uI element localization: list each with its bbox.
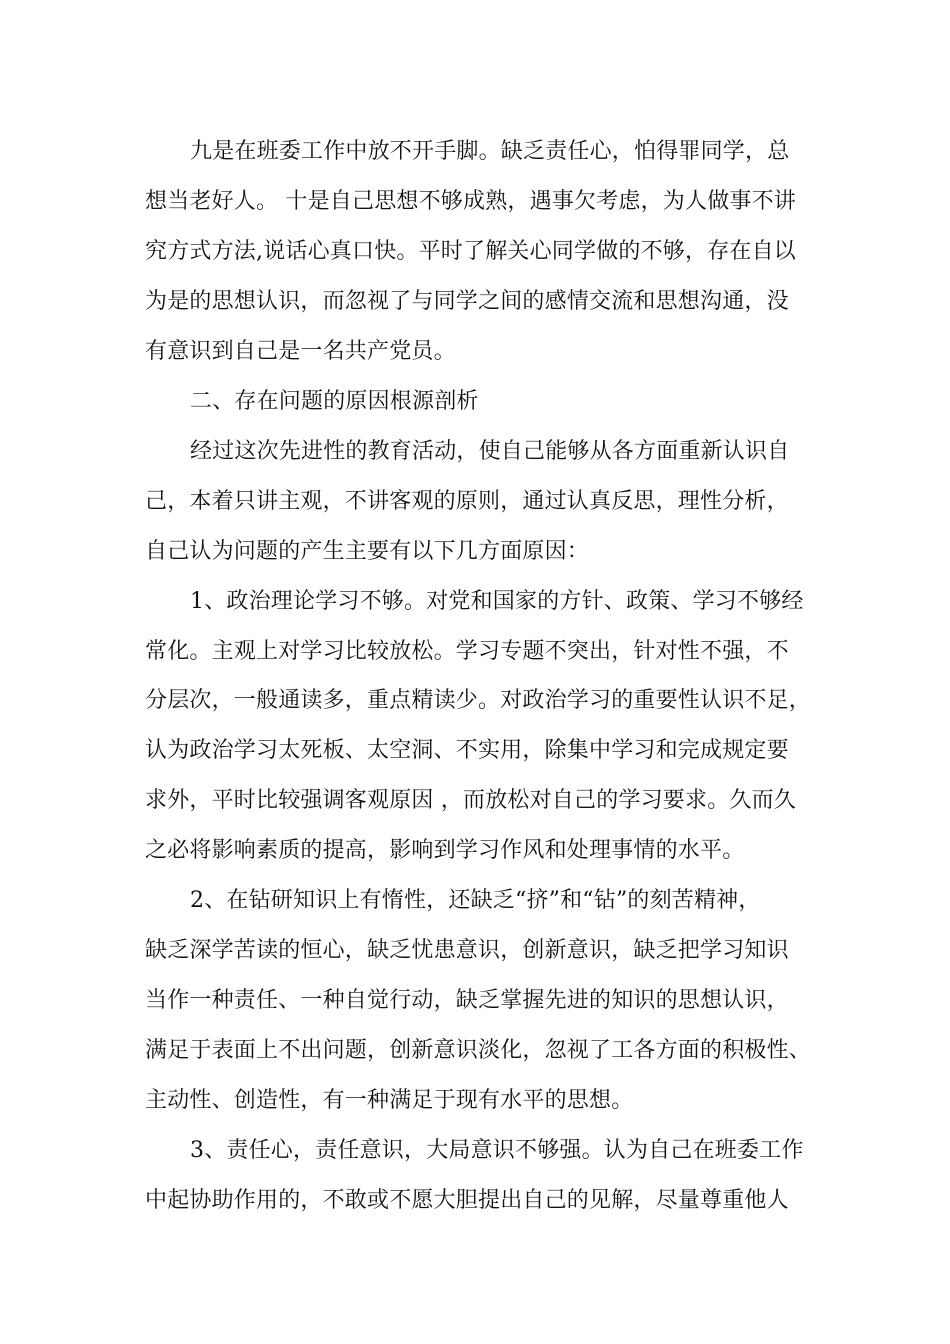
text-line: 认为政治学习太死板、太空洞、不实用，除集中学习和完成规定要 <box>145 738 789 763</box>
text-line: 当作一种责任、一种自觉行动，缺乏掌握先进的知识的思想认识， <box>145 988 789 1013</box>
text-line: 己，本着只讲主观，不讲客观的原则，通过认真反思，理性分析， <box>145 489 789 514</box>
text-line: 1、政治理论学习不够。对党和国家的方针、政策、学习不够经 <box>190 589 804 614</box>
section-heading: 二、存在问题的原因根源剖析 <box>190 389 479 414</box>
text-line: 3、责任心，责任意识，大局意识不够强。认为自己在班委工作 <box>190 1138 804 1163</box>
text-line: 自己认为问题的产生主要有以下几方面原因： <box>145 539 590 564</box>
text-line: 经过这次先进性的教育活动，使自己能够从各方面重新认识自 <box>190 439 790 464</box>
text-line: 究方式方法,说话心真口快。平时了解关心同学做的不够，存在自以 <box>145 239 796 264</box>
text-line: 缺乏深学苦读的恒心，缺乏忧患意识，创新意识，缺乏把学习知识 <box>145 938 789 963</box>
text-line: 想当老好人。 十是自己思想不够成熟，遇事欠考虑，为人做事不讲 <box>145 189 796 214</box>
text-line: 满足于表面上不出问题，创新意识淡化，忽视了工各方面的积极性、 <box>145 1038 812 1063</box>
text-line: 主动性、创造性，有一种满足于现有水平的思想。 <box>145 1088 634 1113</box>
text-line: 中起协助作用的，不敢或不愿大胆提出自己的见解，尽量尊重他人 <box>145 1188 789 1213</box>
text-line: 常化。主观上对学习比较放松。学习专题不突出，针对性不强，不 <box>145 639 789 664</box>
text-line: 九是在班委工作中放不开手脚。缺乏责任心，怕得罪同学，总 <box>190 139 790 164</box>
text-line: 为是的思想认识，而忽视了与同学之间的感情交流和思想沟通，没 <box>145 289 789 314</box>
text-line: 2、在钻研知识上有惰性，还缺乏“挤”和“钻”的刻苦精神， <box>190 888 761 913</box>
text-line: 分层次，一般通读多，重点精读少。对政治学习的重要性认识不足， <box>145 688 812 713</box>
text-line: 有意识到自己是一名共产党员。 <box>145 339 456 364</box>
text-line: 之必将影响素质的提高，影响到学习作风和处理事情的水平。 <box>145 838 745 863</box>
text-line: 求外，平时比较强调客观原因 ，而放松对自己的学习要求。久而久 <box>145 788 796 813</box>
